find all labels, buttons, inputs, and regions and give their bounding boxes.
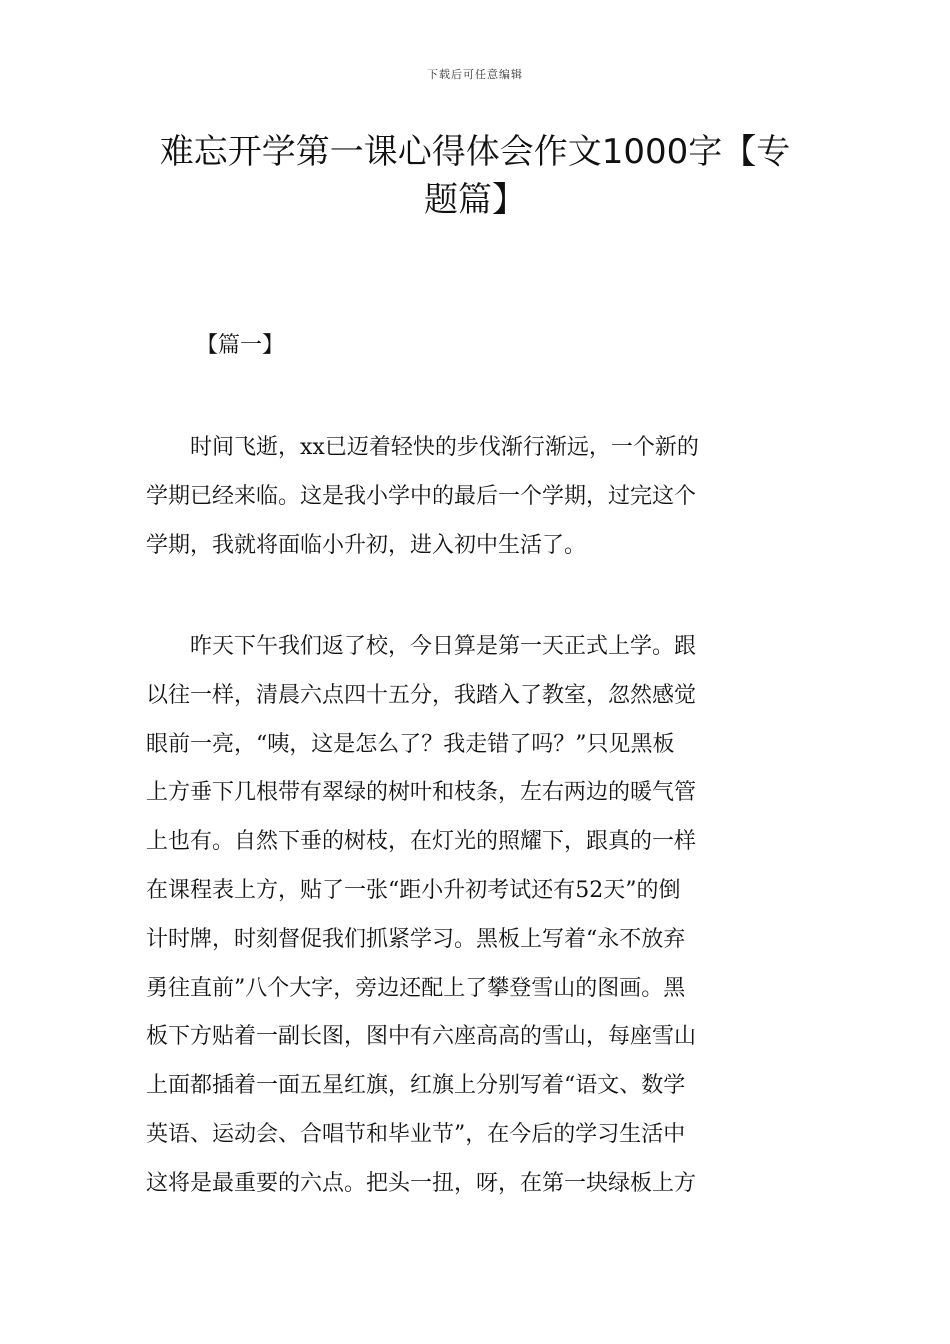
paragraph-line: 在课程表上方，贴了一张“距小升初考试还有52天”的倒 xyxy=(146,877,681,903)
paragraph-line: 上也有。自然下垂的树枝，在灯光的照耀下，跟真的一样 xyxy=(146,829,697,855)
paragraph-line: 勇往直前”八个大字，旁边还配上了攀登雪山的图画。黑 xyxy=(146,975,686,1001)
paragraph-line: 英语、运动会、合唱节和毕业节”，在今后的学习生活中 xyxy=(146,1121,686,1147)
paragraph-line: 昨天下午我们返了校，今日算是第一天正式上学。跟 xyxy=(146,634,697,659)
section-label: 【篇一】 xyxy=(196,333,285,358)
paragraph-line: 时间飞逝，xx已迈着轻快的步伐渐行渐远，一个新的 xyxy=(146,435,699,460)
paragraph-line: 板下方贴着一副长图，图中有六座高高的雪山，每座雪山 xyxy=(146,1024,697,1050)
page-title xyxy=(130,128,820,224)
header-note: 下载后可任意编辑 xyxy=(427,68,523,81)
paragraph-line: 这将是最重要的六点。把头一扭，呀，在第一块绿板上方 xyxy=(146,1170,697,1196)
paragraph-line: 上方垂下几根带有翠绿的树叶和枝条，左右两边的暖气管 xyxy=(146,780,697,806)
paragraph xyxy=(146,424,810,570)
paragraph-line: 学期，我就将面临小升初，进入初中生活了。 xyxy=(146,532,587,558)
paragraph xyxy=(146,623,810,1209)
paragraph-line: 学期已经来临。这是我小学中的最后一个学期，过完这个 xyxy=(146,483,697,509)
paragraph-line: 眼前一亮，“咦，这是怎么了？我走错了吗？”只见黑板 xyxy=(146,731,675,757)
title-line: 难忘开学第一课心得体会作文1000字【专 xyxy=(159,132,791,172)
title-line: 题篇】 xyxy=(424,180,526,220)
paragraph-line: 以往一样，清晨六点四十五分，我踏入了教室，忽然感觉 xyxy=(146,682,697,708)
paragraph-line: 上面都插着一面五星红旗，红旗上分别写着“语文、数学 xyxy=(146,1073,686,1099)
paragraph-line: 计时牌，时刻督促我们抓紧学习。黑板上写着“永不放弃 xyxy=(146,926,686,952)
